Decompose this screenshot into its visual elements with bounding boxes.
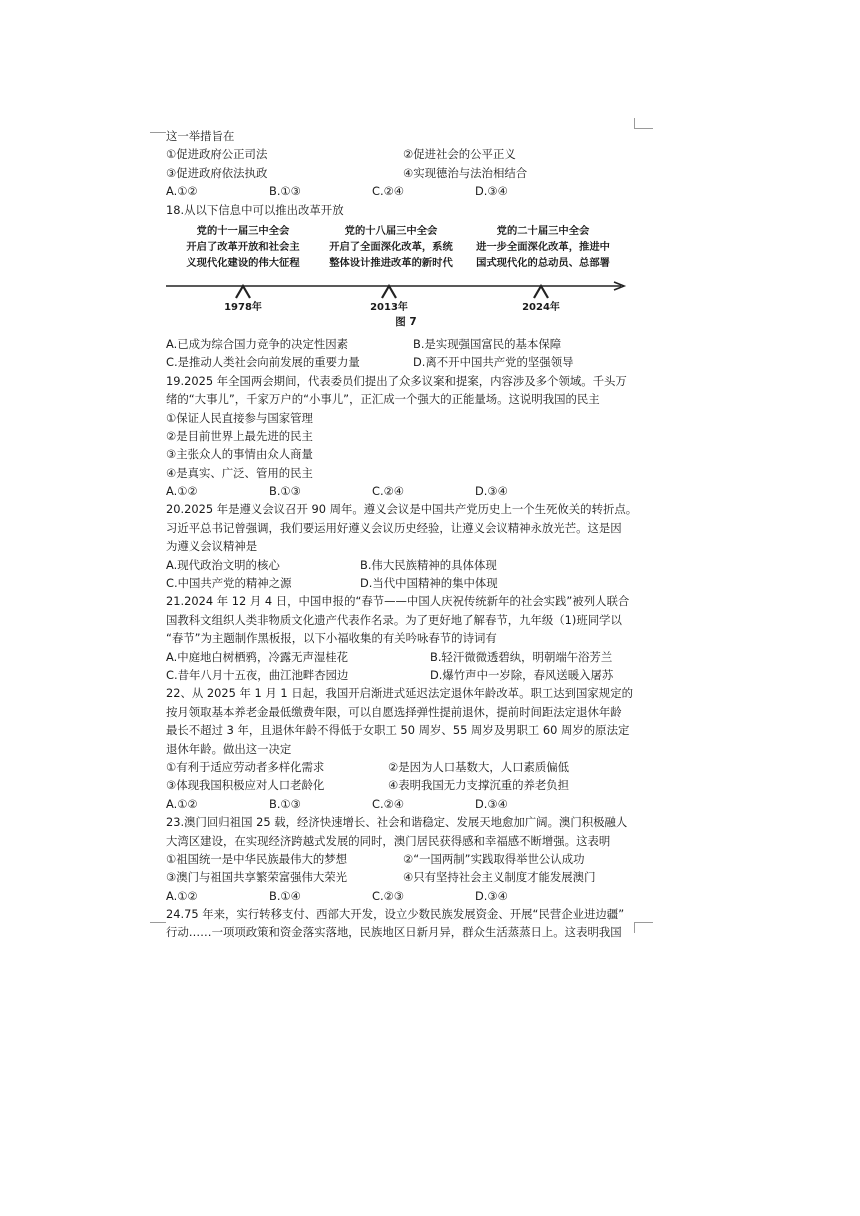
q18-choice-d: D.离不开中国共产党的坚强领导 [413,355,574,370]
figure-caption: 图 7 [395,315,417,328]
q22-option-4: ④表明我国无力支撑沉重的养老负担 [388,778,570,793]
q18-choice-b: B.是实现强国富民的基本保障 [413,336,562,351]
q20-choices-row-2 [166,574,646,592]
q24-stem-line-1: 24.75 年来，实行转移支付、西部大开发，设立少数民族发展资金、开展“民营企业进边疆” [166,907,625,922]
q22-option-1: ①有利于适应劳动者多样化需求 [166,759,325,774]
q20-choice-c: C.中国共产党的精神之源 [166,576,292,591]
event-2024-line-2: 国式现代化的总动员、总部署 [476,256,610,269]
event-2013-title: 党的十八届三中全会 [344,224,438,237]
event-1978-line-1: 开启了改革开放和社会主 [186,240,300,253]
q19-option-2: ②是目前世界上最先进的民主 [166,428,313,443]
q17-choice-c: C.②④ [372,184,404,199]
q20-stem-line-2: 习近平总书记曾强调，我们要运用好遵义会议历史经验，让遵义会议精神永放光芒。这是因 [166,520,622,535]
year-label-1978: 1978年 [224,301,262,313]
timeline-marker-1978 [236,286,250,298]
q22-choice-d: D.③④ [475,796,508,811]
q23-option-3: ③澳门与祖国共享繁荣富强伟大荣光 [166,870,348,885]
event-1978-title: 党的十一届三中全会 [196,224,290,237]
q19-option-3: ③主张众人的事情由众人商量 [166,447,313,462]
q18-timeline-figure [166,221,646,333]
q22-stem-line-4: 退休年龄。做出这一决定 [166,741,292,756]
q18-choice-c: C.是推动人类社会向前发展的重要力量 [166,355,360,370]
q21-stem-line-2: 国教科文组织人类非物质文化遗产代表作名录。为了更好地了解春节，九年级（1)班同学以 [166,612,622,627]
q24-stem-line-2: 行动……一项项政策和资金落实落地，民族地区日新月异，群众生活蒸蒸日上。这表明我国 [166,925,622,940]
q21-stem-line-1: 21.2024 年 12 月 4 日，中国申报的“春节——中国人庆祝传统新年的社会实践”被列人联合 [166,594,630,609]
q21-stem-line-3: “春节”为主题制作黑板报，以下小福收集的有关吟咏春节的诗词有 [166,631,497,646]
q18-choice-a: A.已成为综合国力竞争的决定性因素 [166,336,349,351]
q23-options-row-1 [166,850,646,868]
q21-choice-c: C.昔年八月十五夜，曲江池畔杏园边 [166,667,349,682]
q17-choices [166,182,646,200]
q22-option-2: ②是因为人口基数大，人口素质偏低 [388,759,570,774]
q17-option-4: ④实现德治与法治相结合 [403,165,528,180]
q20-choices-row-1 [166,556,646,574]
q22-stem-line-3: 最长不超过 3 年，且退休年龄不得低于女职工 50 周岁、55 周岁及男职工 60 周岁的原法定 [166,723,630,738]
q23-stem-line-1: 23.澳门回归祖国 25 载，经济快速增长、社会和谐稳定、发展天地愈加广阔。澳门积极融人 [166,815,628,830]
q17-option-3: ③促进政府依法执政 [166,165,268,180]
q22-choice-a: A.①② [166,796,198,811]
event-2013-line-1: 开启了全面深化改革，系统 [329,240,453,253]
exam-page [166,127,646,942]
q17-choice-a: A.①② [166,184,198,199]
q17-choice-b: B.①③ [269,184,301,199]
q17-option-2: ②促进社会的公平正义 [403,147,516,162]
q17-stem: 这一举措旨在 [166,129,235,143]
q19-choices [166,482,646,500]
timeline-marker-2024 [534,286,548,298]
q21-choice-a: A.中庭地白树栖鸦，冷露无声湿桂花 [166,649,349,664]
q23-option-1: ①祖国统一是中华民族最伟大的梦想 [166,851,348,866]
q17-options-row-2 [166,164,646,182]
q20-choice-d: D.当代中国精神的集中体现 [360,576,498,591]
year-label-2013: 2013年 [370,301,408,313]
q22-options-row-1 [166,758,646,776]
q23-choice-b: B.①④ [269,888,301,903]
q17-options-row-1 [166,145,646,163]
q22-stem-line-2: 按月领取基本养老金最低缴费年限，可以自愿选择弹性提前退休，提前时间距法定退休年龄 [166,704,622,719]
crop-mark-top-left [150,124,166,133]
event-1978-line-2: 义现代化建设的伟大征程 [186,256,300,269]
q18-choices-row-1 [166,335,646,353]
q19-choice-d: D.③④ [475,484,508,499]
q19-option-4: ④是真实、广泛、管用的民主 [166,465,313,480]
q21-choice-d: D.爆竹声中一岁除，春风送暖入屠苏 [430,667,614,682]
q23-option-2: ②“一国两制”实践取得举世公认成功 [403,851,585,866]
q22-choices [166,795,646,813]
q23-stem-line-2: 大湾区建设，在实现经济跨越式发展的同时，澳门居民获得感和幸福感不断增强。这表明 [166,833,611,848]
event-2024-title: 党的二十届三中全会 [496,224,590,237]
q19-choice-c: C.②④ [372,484,404,499]
q23-choice-d: D.③④ [475,888,508,903]
year-label-2024: 2024年 [522,301,560,313]
q17-option-1: ①促进政府公正司法 [166,147,268,162]
q22-option-3: ③体现我国积极应对人口老龄化 [166,778,325,793]
q19-stem-line-1: 19.2025 年全国两会期间，代表委员们提出了众多议案和提案，内容涉及多个领域。千头万 [166,373,627,388]
q18-choices-row-2 [166,353,646,371]
q21-choice-b: B.轻汗微微透碧纨，明朝端午浴芳兰 [430,649,613,664]
q23-choice-a: A.①② [166,888,198,903]
q19-option-1: ①保证人民直接参与国家管理 [166,410,313,425]
q22-choice-b: B.①③ [269,796,301,811]
q21-choices-row-1 [166,648,646,666]
q19-stem-line-2: 绪的“大事儿”，千家万户的“小事儿”，正汇成一个强大的正能量场。这说明我国的民主 [166,392,600,407]
event-2013-line-2: 整体设计推进改革的新时代 [329,256,453,269]
event-2024-line-1: 进一步全面深化改革，推进中 [476,240,610,253]
q18-stem: 18.从以下信息中可以推出改革开放 [166,202,344,217]
q20-choice-a: A.现代政治文明的核心 [166,557,280,572]
q22-choice-c: C.②④ [372,796,404,811]
q21-choices-row-2 [166,666,646,684]
q23-options-row-2 [166,868,646,886]
timeline-marker-2013 [382,286,396,298]
q19-choice-b: B.①③ [269,484,301,499]
q23-choice-c: C.②③ [372,888,404,903]
q20-stem-line-1: 20.2025 年是遵义会议召开 90 周年。遵义会议是中国共产党历史上一个生死攸关的转折点。 [166,502,638,517]
q20-stem-line-3: 为遵义会议精神是 [166,539,258,554]
q20-choice-b: B.伟大民族精神的具体体现 [360,557,497,572]
q23-option-4: ④只有坚持社会主义制度才能发展澳门 [403,870,596,885]
q22-stem-line-1: 22、从 2025 年 1 月 1 日起，我国开启渐进式延迟法定退休年龄改革。职工达到国家规定的 [166,686,633,701]
q23-choices [166,887,646,905]
q19-choice-a: A.①② [166,484,198,499]
q17-choice-d: D.③④ [475,184,508,199]
crop-mark-bottom-left [150,922,166,931]
q22-options-row-2 [166,776,646,794]
